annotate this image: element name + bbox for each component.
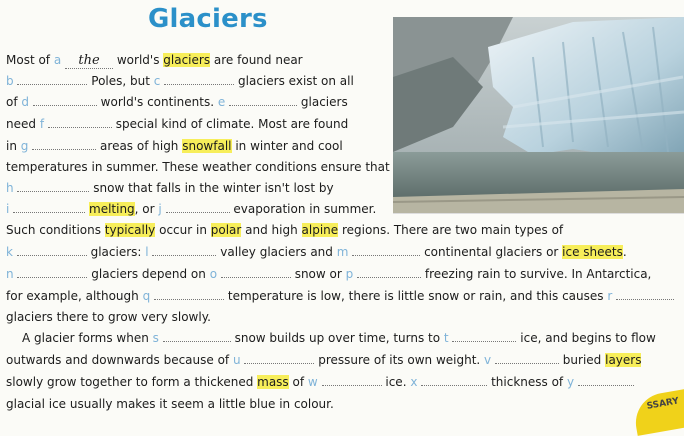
answer-blank-k[interactable] [17,245,87,256]
answer-blank-f[interactable] [48,117,112,128]
text-line: of d world's continents. e glaciers [6,95,348,109]
text-line: b Poles, but c glaciers exist on all [6,74,354,88]
text-line: k glaciers: l valley glaciers and m continental glaciers or ice sheets. [6,245,627,259]
answer-blank-h[interactable] [17,181,89,192]
answer-blank-c[interactable] [164,74,234,85]
text-line: Such conditions typically occur in polar and high alpine regions. There are two main types of [6,223,564,237]
text-line: Most of a the world's glaciers are found near [6,53,303,68]
answer-blank-v[interactable] [495,353,559,364]
text-line: A glacier forms when s snow builds up over time, turns to t ice, and begins to flow [22,331,656,345]
text-line: slowly grow together to form a thickened mass of w ice. x thickness of y [6,375,634,389]
answer-blank-l[interactable] [152,245,216,256]
answer-blank-o[interactable] [221,267,291,278]
answer-blank-r[interactable] [616,289,674,300]
answer-blank-y[interactable] [578,375,634,386]
answer-blank-e[interactable] [229,95,297,106]
answer-blank-w[interactable] [322,375,382,386]
text-line: glaciers there to grow very slowly. [6,310,211,324]
answer-blank-s[interactable] [163,331,231,342]
text-line: h snow that falls in the winter isn't lost by [6,181,334,195]
answer-blank-x[interactable] [421,375,487,386]
answer-blank-t[interactable] [452,331,516,342]
text-line: for example, although q temperature is low, there is little snow or rain, and this causes r [6,289,674,303]
answer-blank-n[interactable] [17,267,87,278]
text-line: temperatures in summer. These weather conditions ensure that [6,160,390,174]
answer-blank-d[interactable] [33,95,97,106]
answer-blank-i[interactable] [13,202,85,213]
text-line: n glaciers depend on o snow or p freezing rain to survive. In Antarctica, [6,267,652,281]
answer-blank-q[interactable] [154,289,224,300]
text-line: need f special kind of climate. Most are found [6,117,349,131]
answer-blank-p[interactable] [357,267,421,278]
answer-blank-m[interactable] [352,245,420,256]
text-line: in g areas of high snowfall in winter and cool [6,139,343,153]
glossary-tab[interactable]: SSARY [631,388,684,436]
page-title: Glaciers [148,4,268,34]
answer-blank-u[interactable] [244,353,314,364]
answer-blank-a[interactable]: the [65,54,113,69]
text-line: i melting, or j evaporation in summer. [6,202,377,216]
glacier-photo [393,17,684,214]
answer-blank-g[interactable] [32,139,96,150]
answer-blank-j[interactable] [166,202,230,213]
answer-blank-b[interactable] [17,74,87,85]
text-line: glacial ice usually makes it seem a little blue in colour. [6,397,334,411]
text-line: outwards and downwards because of u pressure of its own weight. v buried layers [6,353,642,367]
